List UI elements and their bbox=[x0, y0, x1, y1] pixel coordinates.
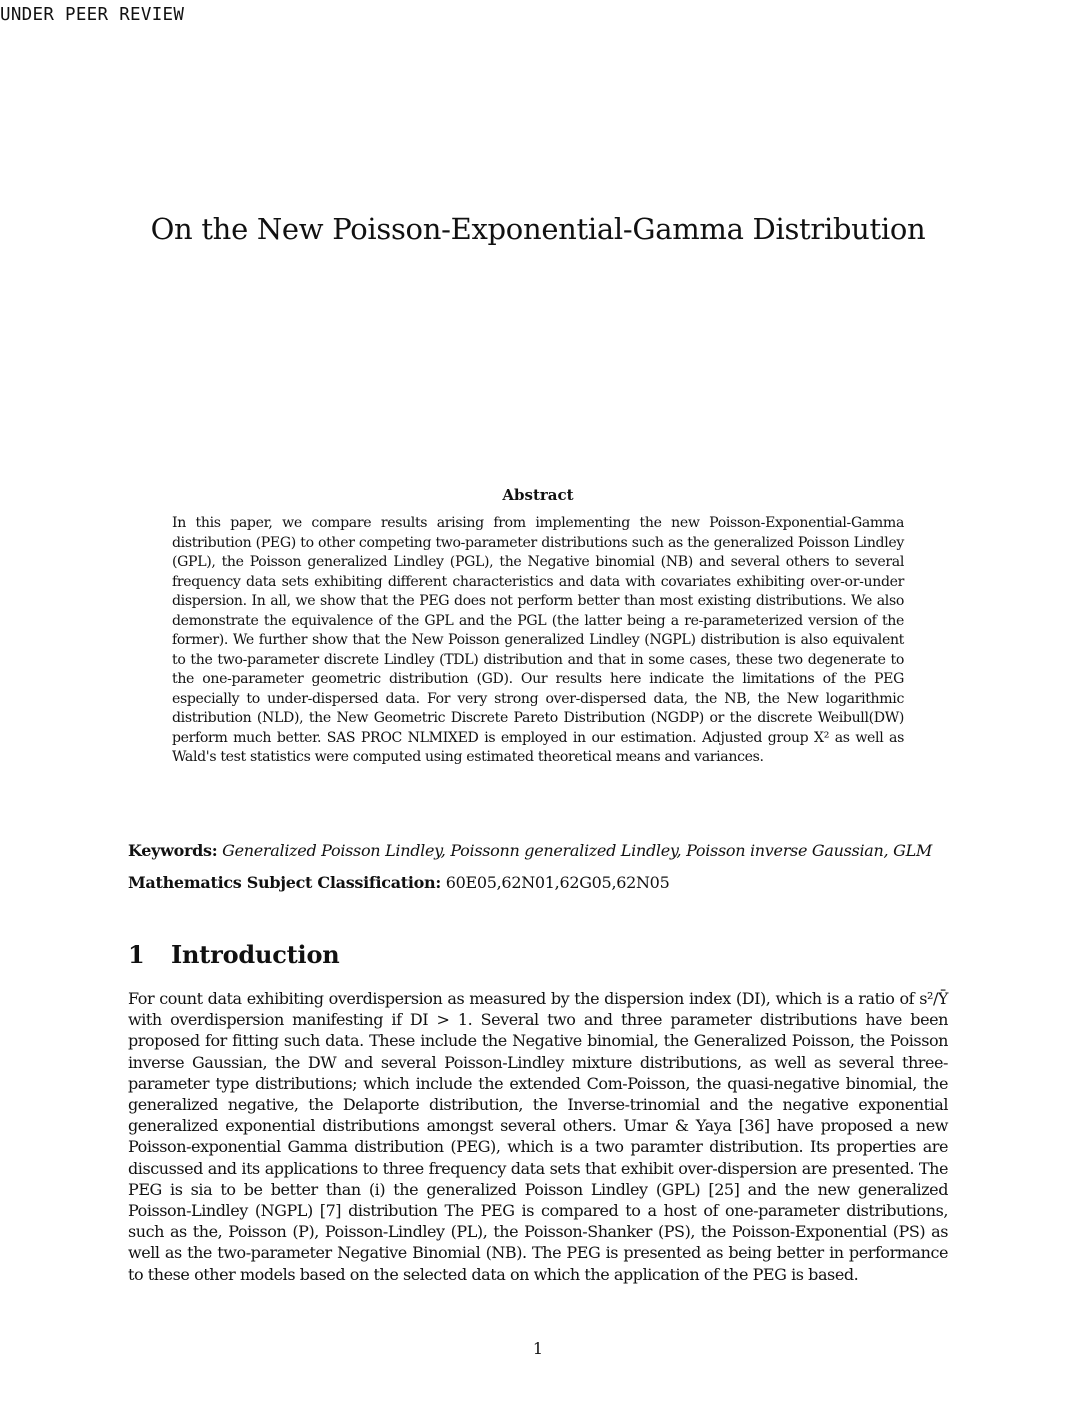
abstract-heading: Abstract bbox=[502, 486, 574, 504]
introduction-body: For count data exhibiting overdispersion as measured by the dispersion index (DI), which is a ratio of s²/Ȳ with overdispersion manifesting if DI > 1. Several two and three parameter distributions have been proposed for fitting such data. These include the Negative binomial, the Generalized Poisson, the Poisson inverse Gaussian, the DW and several Poisson-Lindley mixture distributions, as well as several three-parameter type distributions; which include the extended Com-Poisson, the quasi-negative binomial, the generalized negative, the Delaporte distribution, the Inverse-trinomial and the negative exponential generalized exponential distributions amongst several others. Umar & Yaya [36] have proposed a new Poisson-exponential Gamma distribution (PEG), which is a two paramter distribution. Its properties are discussed and its applications to three frequency data sets that exhibit over-dispersion are presented. The PEG is sia to be better than (i) the generalized Poisson Lindley (GPL) [25] and the new generalized Poisson-Lindley (NGPL) [7] distribution The PEG is compared to a host of one-parameter distributions, such as the, Poisson (P), Poisson-Lindley (PL), the Poisson-Shanker (PS), the Poisson-Exponential (PS) as well as the two-parameter Negative Binomial (NB). The PEG is presented as being better in performance to these other models based on the selected data on which the application of the PEG is based. bbox=[128, 989, 948, 1284]
keywords-value: Generalized Poisson Lindley, Poissonn generalized Lindley, Poisson inverse Gaussian, GLM bbox=[222, 841, 932, 860]
section-heading-introduction bbox=[128, 940, 340, 969]
keywords-label: Keywords: bbox=[128, 841, 218, 860]
msc-value: 60E05,62N01,62G05,62N05 bbox=[445, 873, 670, 892]
section-title: Introduction bbox=[171, 940, 340, 969]
paper-title: On the New Poisson-Exponential-Gamma Distribution bbox=[150, 212, 926, 246]
section-number: 1 bbox=[128, 940, 145, 969]
peer-review-stamp: UNDER PEER REVIEW bbox=[0, 5, 185, 25]
abstract-body: In this paper, we compare results arising from implementing the new Poisson-Exponential-Gamma distribution (PEG) to other competing two-parameter distributions such as the generalized Poisson Lindley (GPL), the Poisson generalized Lindley (PGL), the Negative binomial (NB) and several others to several frequency data sets exhibiting different characteristics and data with covariates exhibiting over-or-under dispersion. In all, we show that the PEG does not perform better than most existing distributions. We also demonstrate the equivalence of the GPL and the PGL (the latter being a re-parameterized version of the former). We further show that the New Poisson generalized Lindley (NGPL) distribution is also equivalent to the two-parameter discrete Lindley (TDL) distribution and that in some cases, these two degenerate to the one-parameter geometric distribution (GD). Our results here indicate the limitations of the PEG especially to under-dispersed data. For very strong over-dispersed data, the NB, the New logarithmic distribution (NLD), the New Geometric Discrete Pareto Distribution (NGDP) or the discrete Weibull(DW) perform much better. SAS PROC NLMIXED is employed in our estimation. Adjusted group X² as well as Wald's test statistics were computed using estimated theoretical means and variances. bbox=[172, 515, 904, 765]
msc-label: Mathematics Subject Classification: bbox=[128, 873, 441, 892]
page-number: 1 bbox=[532, 1339, 544, 1358]
keywords-line bbox=[128, 841, 948, 861]
msc-line bbox=[128, 873, 948, 893]
